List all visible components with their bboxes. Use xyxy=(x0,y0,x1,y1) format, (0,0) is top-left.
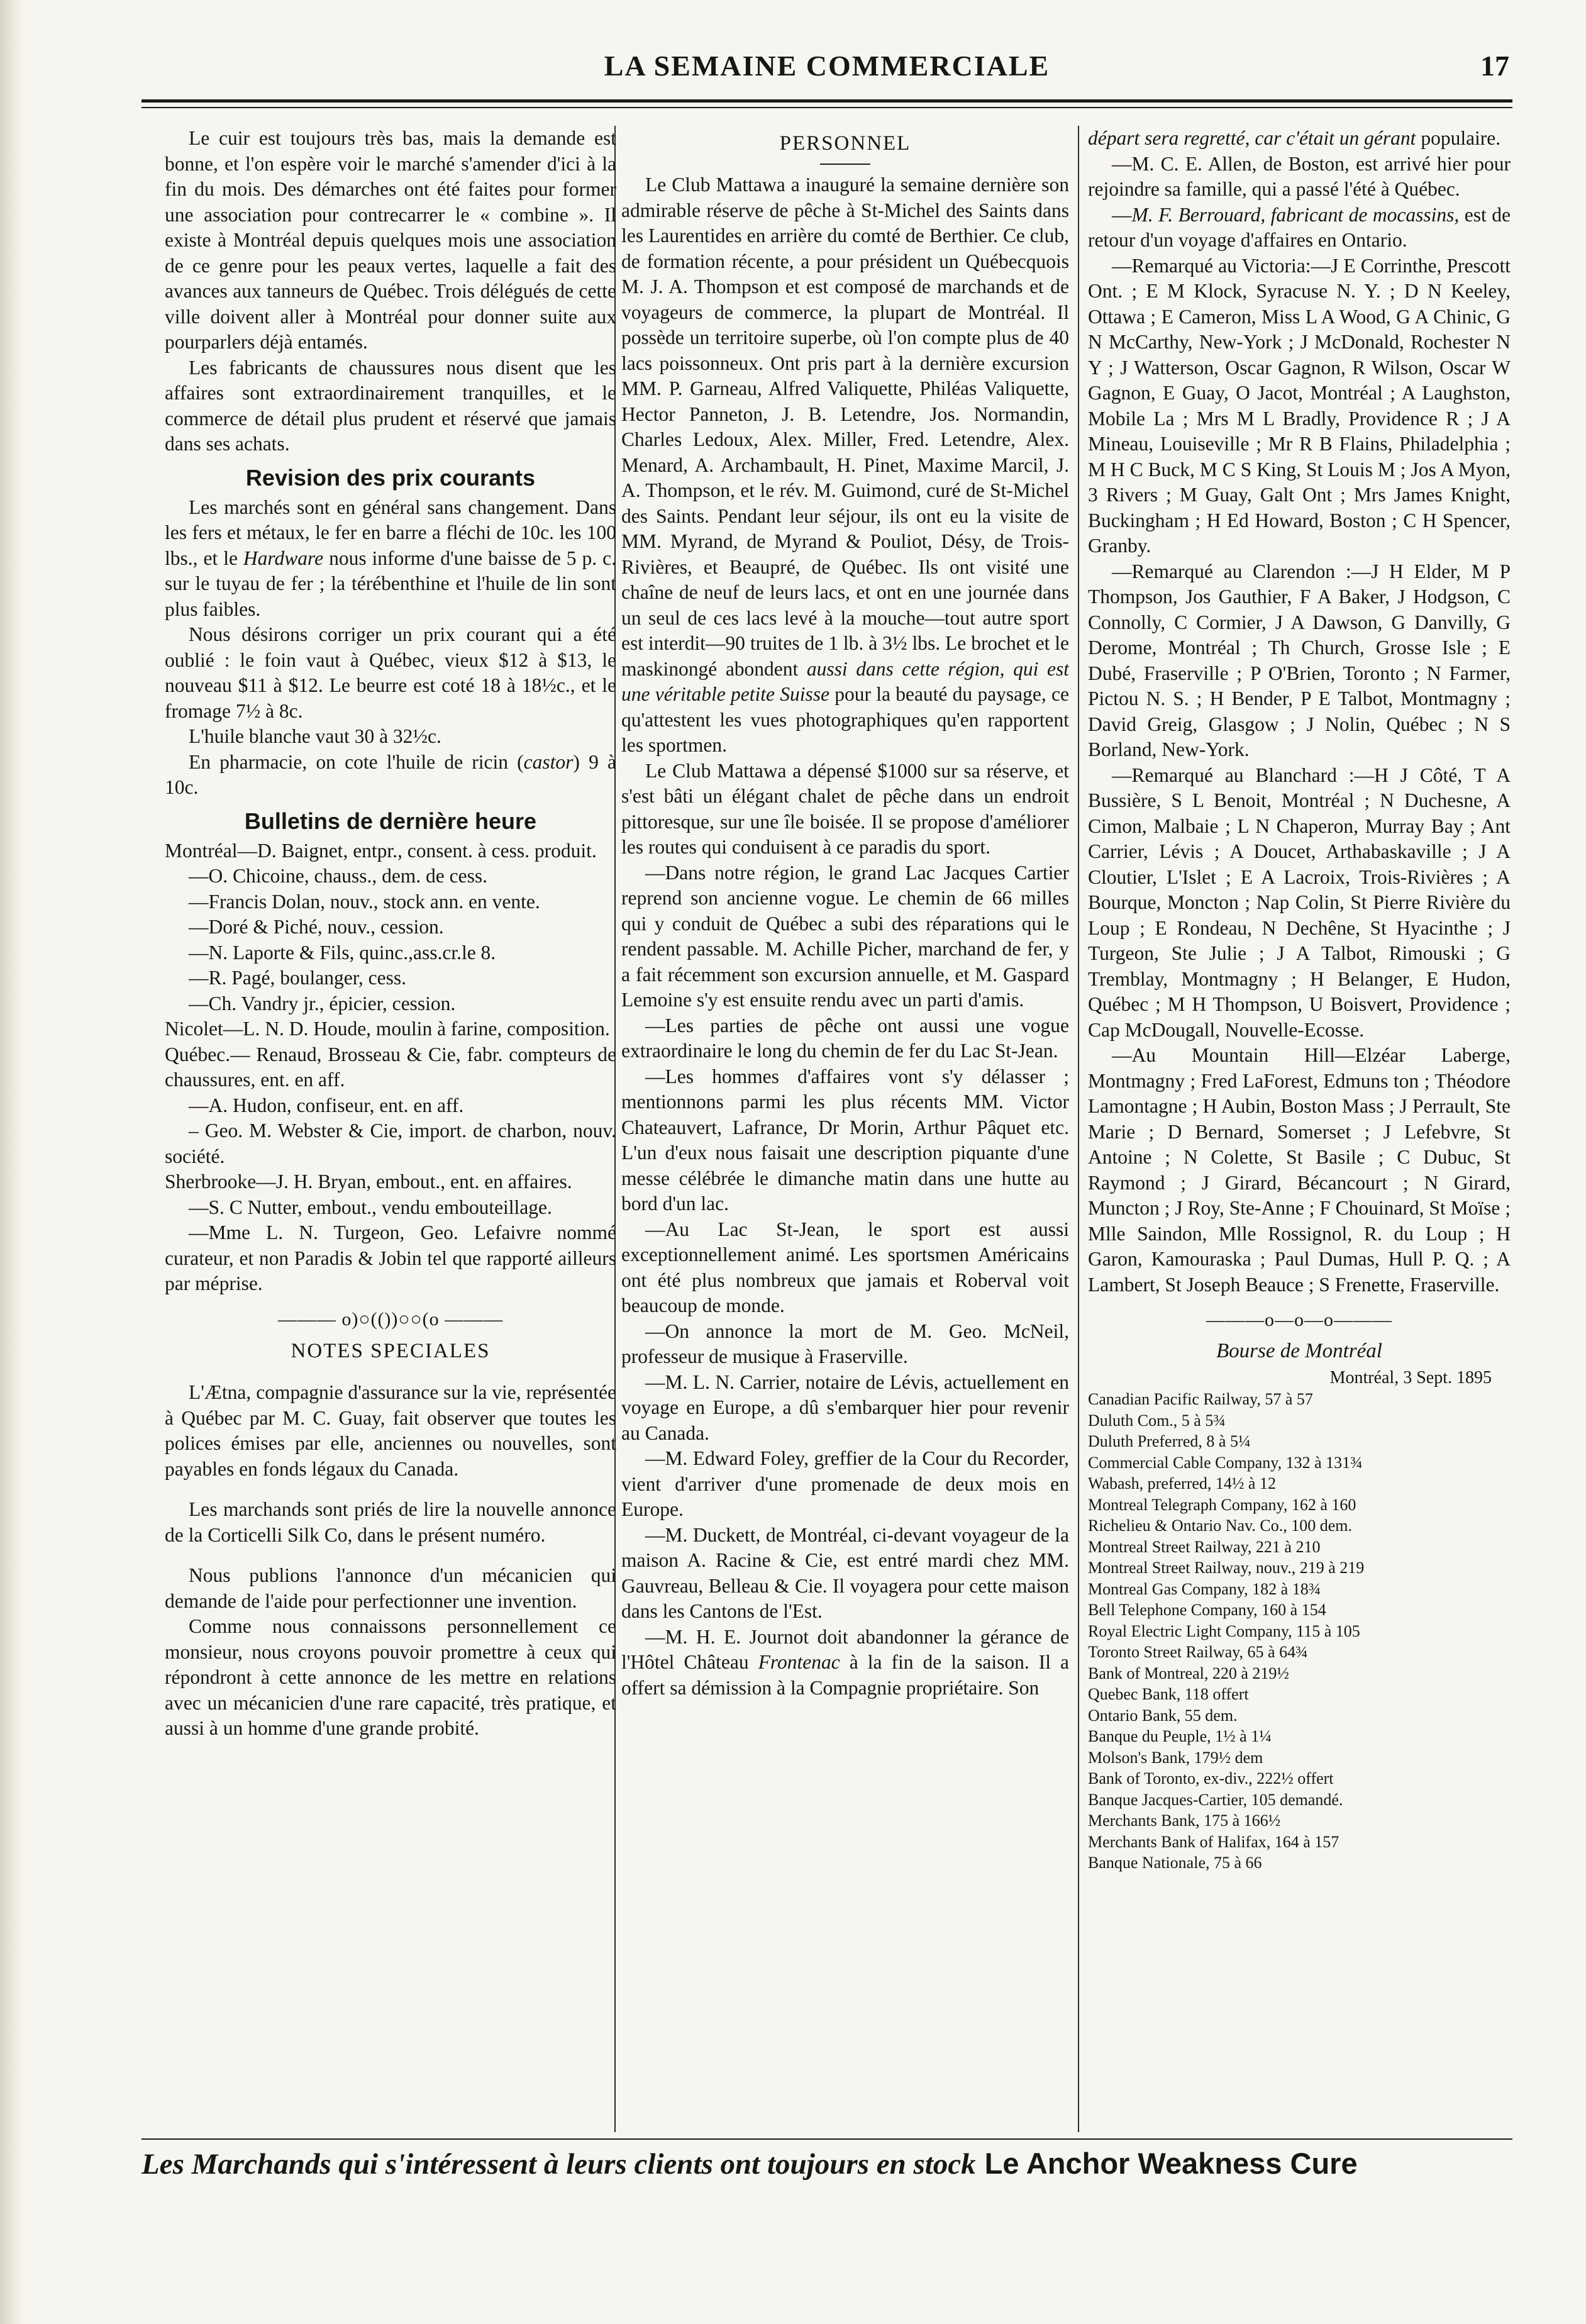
header-rule-thin xyxy=(141,107,1512,108)
personnel-heading: PERSONNEL xyxy=(779,132,911,155)
businessmen-paragraph: —Les hommes d'affaires vont s'y délasser ; mentionnons parmi les plus récents MM. Victor Chateauvert, Lafrance, Dr Morin, Arthur Pâquet etc. L'un d'eux nous faisait une description piquante d'une messe célébrée le dimanche matin dans une hutte au bord d'un lac. xyxy=(621,1065,1069,1215)
section-ornament: ———o—o—o——— xyxy=(1206,1309,1392,1330)
stock-quote: Bell Telephone Company, 160 à 154 xyxy=(1088,1601,1326,1619)
victoria-guests-paragraph: —Remarqué au Victoria:—J E Corrinthe, Prescott Ont. ; E M Klock, Syracuse N. Y. ; D N Keeley, Ottawa ; E Cameron, Miss L A Wood, G A Chinic, G N McCarthy, New-York ; J McDonald, Rochester N Y ; J Watterson, Oscar Gagnon, R Wilson, Oscar W Gagnon, E Guay, O Jacot, Montréal ; A Laughston, Mobile La ; Mrs M L Bradly, Providence R ; J A Mineau, Louiseville ; Mr R B Flains, Philadelphia ; M H C Buck, M C S King, St Louis M ; Jos A Myon, 3 Rivers ; M Guay, Galt Ont ; Mrs James Knight, Buckingham ; H Ed Howard, Boston ; C H Spencer, Granby. xyxy=(1088,254,1511,557)
carrier-paragraph: —M. L. N. Carrier, notaire de Lévis, actuellement en voyage en Europe, a dû s'embarquer hier pour revenir au Canada. xyxy=(621,1370,1069,1444)
lac-st-jean-fishing-paragraph: —Les parties de pêche ont aussi une vogue extraordinaire le long du chemin de fer du Lac St-Jean. xyxy=(621,1014,1069,1062)
corticelli-note: Les marchands sont priés de lire la nouvelle annonce de la Corticelli Silk Co, dans le présent numéro. xyxy=(165,1498,616,1546)
mcneil-death-paragraph: —On annonce la mort de M. Geo. McNeil, professeur de musique à Fraserville. xyxy=(621,1320,1069,1367)
stock-quote: Montreal Street Railway, nouv., 219 à 219 xyxy=(1088,1559,1365,1577)
stock-quotes-list xyxy=(1088,1389,1511,1874)
bulletin-item: —Doré & Piché, nouv., cession. xyxy=(189,916,444,938)
bulletin-item: —Mme L. N. Turgeon, Geo. Lefaivre nommé curateur, et non Paradis & Jobin tel que rapporté ailleurs par méprise. xyxy=(165,1221,616,1294)
header-rule-thick xyxy=(141,99,1512,103)
footer-slogan: Les Marchands qui s'intéressent à leurs clients ont toujours en stock xyxy=(141,2148,976,2181)
mechanic-recommendation: Comme nous connaissons personnellement ce monsieur, nous croyons pouvoir promettre à ceux qui répondront à cette annonce de les mettre en relations avec un mécanicien d'une rare capacité, très pratique, et aussi à un homme d'une grande probité. xyxy=(165,1615,616,1739)
stock-quote: Montreal Telegraph Company, 162 à 160 xyxy=(1088,1495,1356,1514)
stock-quote: Montreal Gas Company, 182 à 18¾ xyxy=(1088,1579,1321,1598)
allen-paragraph: —M. C. E. Allen, de Boston, est arrivé hier pour rejoindre sa famille, qui a passé l'été à Québec. xyxy=(1088,152,1511,200)
club-chalet-paragraph: Le Club Mattawa a dépensé $1000 sur sa réserve, et s'est bâti un élégant chalet de pêche dans un endroit pittoresque, sur une île boisée. Il se propose d'améliorer les routes qui conduisent à ce paradis du sport. xyxy=(621,759,1069,858)
stock-quote: Banque Nationale, 75 à 66 xyxy=(1088,1854,1262,1872)
publication-title: LA SEMAINE COMMERCIALE xyxy=(604,50,1050,82)
bulletin-item: —A. Hudon, confiseur, ent. en aff. xyxy=(189,1094,464,1116)
stock-quote: Quebec Bank, 118 offert xyxy=(1088,1685,1249,1703)
stock-exchange-section xyxy=(1088,1338,1511,1874)
stock-quote: Ontario Bank, 55 dem. xyxy=(1088,1706,1238,1725)
bulletins-heading: Bulletins de dernière heure xyxy=(244,808,537,834)
footer-advertisement xyxy=(141,2146,1519,2196)
notes-speciales-heading: NOTES SPECIALES xyxy=(291,1340,491,1362)
shoe-makers-paragraph: Les fabricants de chaussures nous disent que les affaires sont extraordinairement tranquilles, et le commerce de détail plus prudent et réservé que jamais dans ses achats. xyxy=(165,356,616,455)
column-right xyxy=(1088,126,1511,2132)
stock-quote: Banque du Peuple, 1½ à 1¼ xyxy=(1088,1727,1272,1745)
bulletin-item: —R. Pagé, boulanger, cess. xyxy=(189,967,407,989)
white-oil-paragraph: L'huile blanche vaut 30 à 32½c. xyxy=(189,725,441,747)
bourse-title: Bourse de Montréal xyxy=(1216,1339,1382,1362)
stock-quote: Molson's Bank, 179½ dem xyxy=(1088,1748,1263,1767)
club-mattawa-paragraph: Le Club Mattawa a inauguré la semaine dernière son admirable réserve de pêche à St-Michel des Saints dans les Laurentides en arrière du comté de Berthier. Ce club, de formation récente, a pour président un Québecquois M. J. A. Thompson et est composé de marchands et de voyageurs de commerce, la plupart de Montréal. Il possède un territoire superbe, où l'on compte plus de 40 lacs poissonneux. Ont pris part à la dernière excursion MM. P. Garneau, Alfred Valiquette, Philéas Valiquette, Hector Panneton, J. B. Letendre, Jos. Normandin, Charles Ledoux, Alex. Miller, Fred. Letendre, Alex. Menard, A. Archambault, H. Pinet, Maxime Marcil, J. A. Thompson, et le rév. M. Guimond, curé de St-Michel des Saints. Pendant leur séjour, ils ont eu la visite de MM. Myrand, de Myrand & Pouliot, Désy, de Trois-Rivières, et Beaupré, de Québec. Ils ont visité une chaîne de neuf de leurs lacs, et ont en une journée dans un seul de ces lacs levé à la mouche—tout autre sport est interdit—90 truites de 1 lb. à 3½ lbs. Le brochet et le maskinongé abondent aussi dans cette région, qui est une véritable petite Suisse pour la beauté du paysage, ce qu'attestent les vues photographiques qu'en rapportent les sportmen. xyxy=(621,174,1069,756)
journot-continuation: départ sera regretté, car c'était un gérant populaire. xyxy=(1088,127,1501,149)
bulletin-item: —Ch. Vandry jr., épicier, cession. xyxy=(189,992,456,1015)
heading-underline xyxy=(820,164,870,165)
stock-quote: Montreal Street Railway, 221 à 210 xyxy=(1088,1537,1321,1556)
bulletin-item: —Francis Dolan, nouv., stock ann. en vente. xyxy=(189,890,540,913)
bourse-date: Montréal, 3 Sept. 1895 xyxy=(1329,1368,1492,1387)
column-divider-2 xyxy=(1078,126,1079,2132)
bulletin-item: —S. C Nutter, embout., vendu embouteillage. xyxy=(189,1196,552,1218)
bulletin-item: Québec.— Renaud, Brosseau & Cie, fabr. compteurs de chaussures, ent. en aff. xyxy=(165,1043,616,1091)
page-binding-edge xyxy=(0,0,23,2324)
column-middle xyxy=(621,126,1069,2132)
mechanic-note: Nous publions l'annonce d'un mécanicien qui demande de l'aide pour perfectionner une invention. xyxy=(165,1564,616,1612)
stock-quote: Wabash, preferred, 14½ à 12 xyxy=(1088,1474,1276,1493)
bulletin-item: Montréal—D. Baignet, entpr., consent. à cess. produit. xyxy=(165,839,597,862)
column-left xyxy=(165,126,616,2132)
leather-market-paragraph: Le cuir est toujours très bas, mais la demande est bonne, et l'on espère voir le marché s'amender d'ici à la fin du mois. Des démarches ont été faites pour former une association pour contrecarrer le « combine ». Il existe à Montréal depuis quelques mois une association de ce genre pour les peaux vertes, laquelle a fait des avances aux tanneurs de Québec. Trois délégués de cette ville doivent aller à Montréal pour donner suite aux pourparlers déjà entamés. xyxy=(165,127,616,353)
bulletins-list xyxy=(165,838,616,1297)
stock-quote: Merchants Bank of Halifax, 164 à 157 xyxy=(1088,1832,1339,1851)
foley-paragraph: —M. Edward Foley, greffier de la Cour du Recorder, vient d'arriver d'une promenade de deux mois en Europe. xyxy=(621,1447,1069,1520)
revision-heading: Revision des prix courants xyxy=(245,464,536,491)
page-number: 17 xyxy=(1480,50,1509,82)
stock-quote: Bank of Toronto, ex-div., 222½ offert xyxy=(1088,1769,1334,1787)
stock-quote: Merchants Bank, 175 à 166½ xyxy=(1088,1811,1281,1830)
stock-quote: Toronto Street Railway, 65 à 64¾ xyxy=(1088,1643,1308,1661)
bulletin-item: Sherbrooke—J. H. Bryan, embout., ent. en affaires. xyxy=(165,1170,572,1193)
lac-jacques-cartier-paragraph: —Dans notre région, le grand Lac Jacques Cartier reprend son ancienne vogue. Le chemin de 66 milles qui y conduit de Québec a subi des réparations qui le rendent passable. M. Achille Picher, marchand de fer, y a fait récemment son excursion annuelle, et M. Gaspard Lemoine s'y est ensuite rendu avec un parti d'amis. xyxy=(621,861,1069,1011)
footer-rule xyxy=(141,2138,1512,2140)
stock-quote: Duluth Preferred, 8 à 5¼ xyxy=(1088,1432,1251,1450)
bulletin-item: – Geo. M. Webster & Cie, import. de charbon, nouv. société. xyxy=(165,1120,616,1167)
stock-quote: Duluth Com., 5 à 5¾ xyxy=(1088,1411,1226,1430)
castor-oil-paragraph: En pharmacie, on cote l'huile de ricin (castor) 9 à 10c. xyxy=(165,750,616,798)
running-head xyxy=(145,49,1509,93)
stock-quote: Banque Jacques-Cartier, 105 demandé. xyxy=(1088,1790,1343,1809)
aetna-note: L'Ætna, compagnie d'assurance sur la vie, représentée à Québec par M. C. Guay, fait observer que toutes les polices émises par elle, anciennes ou nouvelles, sont payables en fonds légaux du Canada. xyxy=(165,1381,616,1480)
section-ornament: ——— o)○(())○○(o ——— xyxy=(277,1308,504,1330)
bulletin-item: —O. Chicoine, chauss., dem. de cess. xyxy=(189,865,488,887)
journot-paragraph: —M. H. E. Journot doit abandonner la gérance de l'Hôtel Château Frontenac à la fin de la saison. Il a offert sa démission à la Compagnie propriétaire. Son xyxy=(621,1625,1069,1699)
clarendon-guests-paragraph: —Remarqué au Clarendon :—J H Elder, M P Thompson, Jos Gauthier, F A Baker, J Hodgson, C Connolly, C Cormier, J A Dawson, G Danvilly, G Derome, Montréal ; Th Church, Grosse Isle ; E Dubé, Fraserville ; P O'Brien, Toronto ; N Farmer, Pictou N. S. ; H Bender, P E Talbot, Montmagny ; David Greig, Glasgow ; J Nolin, Québec ; N S Borland, New-York. xyxy=(1088,560,1511,760)
blanchard-guests-paragraph: —Remarqué au Blanchard :—H J Côté, T A Bussière, S L Benoit, Montréal ; N Duchesne, A Cimon, Malbaie ; L N Chaperon, Murray Bay ; Ant Carrier, Lévis ; A Doucet, Arthabaskaville ; J A Cloutier, L'Islet ; E A Lacroix, Trois-Rivières ; A Bourque, Moncton ; Nap Colin, St Pierre Rivière du Loup ; E Rondeau, N Dechêne, St Hyacinthe ; J Turgeon, Ste Julie ; J A Talbot, Rimouski ; G Tremblay, Montmagny ; H Belanger, E Hudon, Québec ; M H Thompson, U Boisvert, Providence ; Cap McDougall, Nouvelle-Ecosse. xyxy=(1088,764,1511,1041)
bulletin-item: Nicolet—L. N. D. Houde, moulin à farine, composition. xyxy=(165,1018,610,1040)
price-correction-paragraph: Nous désirons corriger un prix courant qui a été oublié : le foin vaut à Québec, vieux $12 à $13, le nouveau $11 à $12. Le beurre est coté 18 à 18½c., et le fromage 7½ à 8c. xyxy=(165,623,616,722)
stock-quote: Canadian Pacific Railway, 57 à 57 xyxy=(1088,1390,1313,1408)
berrouard-paragraph: —M. F. Berrouard, fabricant de mocassins, est de retour d'un voyage d'affaires en Ontario. xyxy=(1088,203,1511,251)
stock-quote: Royal Electric Light Company, 115 à 105 xyxy=(1088,1621,1360,1640)
footer-product-name: Le Anchor Weakness Cure xyxy=(984,2147,1358,2180)
stock-quote: Bank of Montreal, 220 à 219½ xyxy=(1088,1664,1289,1682)
stock-quote: Richelieu & Ontario Nav. Co., 100 dem. xyxy=(1088,1516,1353,1535)
markets-paragraph: Les marchés sont en général sans changement. Dans les fers et métaux, le fer en barre a fléchi de 10c. les 100 lbs., et le Hardware nous informe d'une baisse de 5 p. c. sur le tuyau de fer ; la térébenthine et l'huile de lin sont plus faibles. xyxy=(165,496,616,620)
mountain-hill-guests-paragraph: —Au Mountain Hill—Elzéar Laberge, Montmagny ; Fred LaForest, Edmuns ton ; Théodore Lamontagne ; H Aubin, Boston Mass ; J Perrault, Ste Marie ; D Bernard, Somerset ; J Lefebvre, St Antoine ; N Colette, St Basile ; C Dubuc, St Raymond ; J Girard, Bécancourt ; N Girard, Muncton ; J Roy, Ste-Anne ; F Chouinard, St Moïse ; Mlle Saindon, Mlle Rossignol, R. du Loup ; H Garon, Kamouraska ; Paul Dumas, Hull P. Q. ; A Lambert, St Joseph Beauce ; S Frenette, Fraserville. xyxy=(1088,1044,1511,1296)
duckett-paragraph: —M. Duckett, de Montréal, ci-devant voyageur de la maison A. Racine & Cie, est entré mardi chez MM. Gauvreau, Belleau & Cie. Il voyagera pour cette maison dans les Cantons de l'Est. xyxy=(621,1523,1069,1622)
sport-animation-paragraph: —Au Lac St-Jean, le sport est aussi exceptionnellement animé. Les sportsmen Américains ont été plus nombreux que jamais et Roberval voit beaucoup de monde. xyxy=(621,1218,1069,1316)
bulletin-item: —N. Laporte & Fils, quinc.,ass.cr.le 8. xyxy=(189,941,496,964)
stock-quote: Commercial Cable Company, 132 à 131¾ xyxy=(1088,1453,1363,1472)
